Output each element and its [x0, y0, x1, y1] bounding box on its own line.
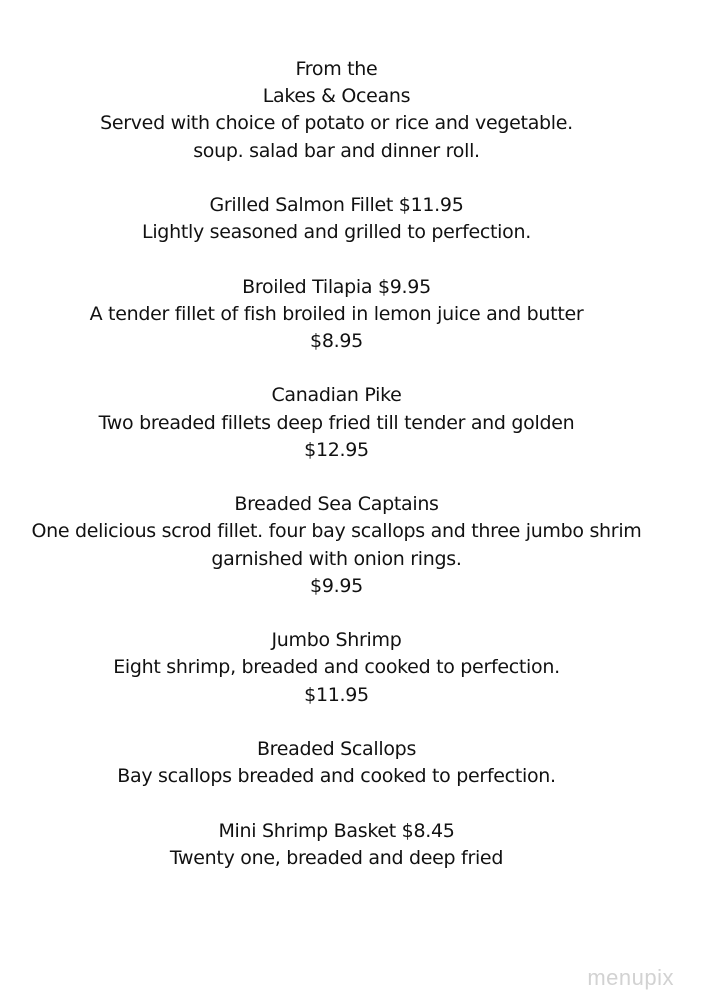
- menu-item: [0, 192, 673, 246]
- menu-item: [0, 736, 673, 790]
- spacer: [0, 600, 673, 627]
- item-description-continued: garnished with onion rings.: [211, 547, 462, 570]
- watermark-logo: menupix: [587, 965, 674, 990]
- item-description: Lightly seasoned and grilled to perfection.: [142, 221, 531, 244]
- spacer: [0, 165, 673, 192]
- item-description: Two breaded fillets deep fried till tender and golden: [98, 411, 575, 434]
- menu-page: [0, 56, 673, 872]
- section-note: Served with choice of potato or rice and vegetable.: [100, 112, 573, 135]
- item-price: $8.95: [310, 330, 363, 352]
- item-price: $11.95: [304, 683, 369, 706]
- item-name: Canadian Pike: [271, 384, 402, 407]
- item-name: Grilled Salmon Fillet $11.95: [209, 194, 464, 216]
- item-name: Broiled Tilapia $9.95: [242, 275, 431, 298]
- item-name: Breaded Scallops: [256, 737, 417, 760]
- menu-item: [0, 818, 673, 872]
- item-description: Twenty one, breaded and deep fried: [169, 846, 504, 869]
- item-description: Bay scallops breaded and cooked to perfection.: [117, 765, 556, 788]
- spacer: [0, 464, 673, 491]
- menu-item: [0, 627, 673, 709]
- menu-item: [0, 382, 673, 464]
- spacer: [0, 355, 673, 382]
- item-name: Breaded Sea Captains: [234, 493, 439, 516]
- spacer: [0, 246, 673, 273]
- item-price: $9.95: [310, 574, 363, 597]
- menu-item: [0, 274, 673, 356]
- menu-header: [0, 56, 673, 165]
- section-title: Lakes & Oceans: [262, 85, 411, 108]
- menu-item: [0, 491, 673, 600]
- section-note-continued: soup. salad bar and dinner roll.: [193, 139, 480, 162]
- item-name: Mini Shrimp Basket $8.45: [218, 819, 455, 842]
- item-name: Jumbo Shrimp: [271, 629, 402, 652]
- item-description: Eight shrimp, breaded and cooked to perfection.: [113, 656, 560, 679]
- section-title-prefix: From the: [295, 58, 378, 80]
- item-description: A tender fillet of fish broiled in lemon juice and butter: [89, 302, 584, 325]
- spacer: [0, 709, 673, 736]
- item-price: $12.95: [304, 438, 369, 461]
- spacer: [0, 790, 673, 817]
- item-description: One delicious scrod fillet. four bay scallops and three jumbo shrim: [31, 520, 642, 543]
